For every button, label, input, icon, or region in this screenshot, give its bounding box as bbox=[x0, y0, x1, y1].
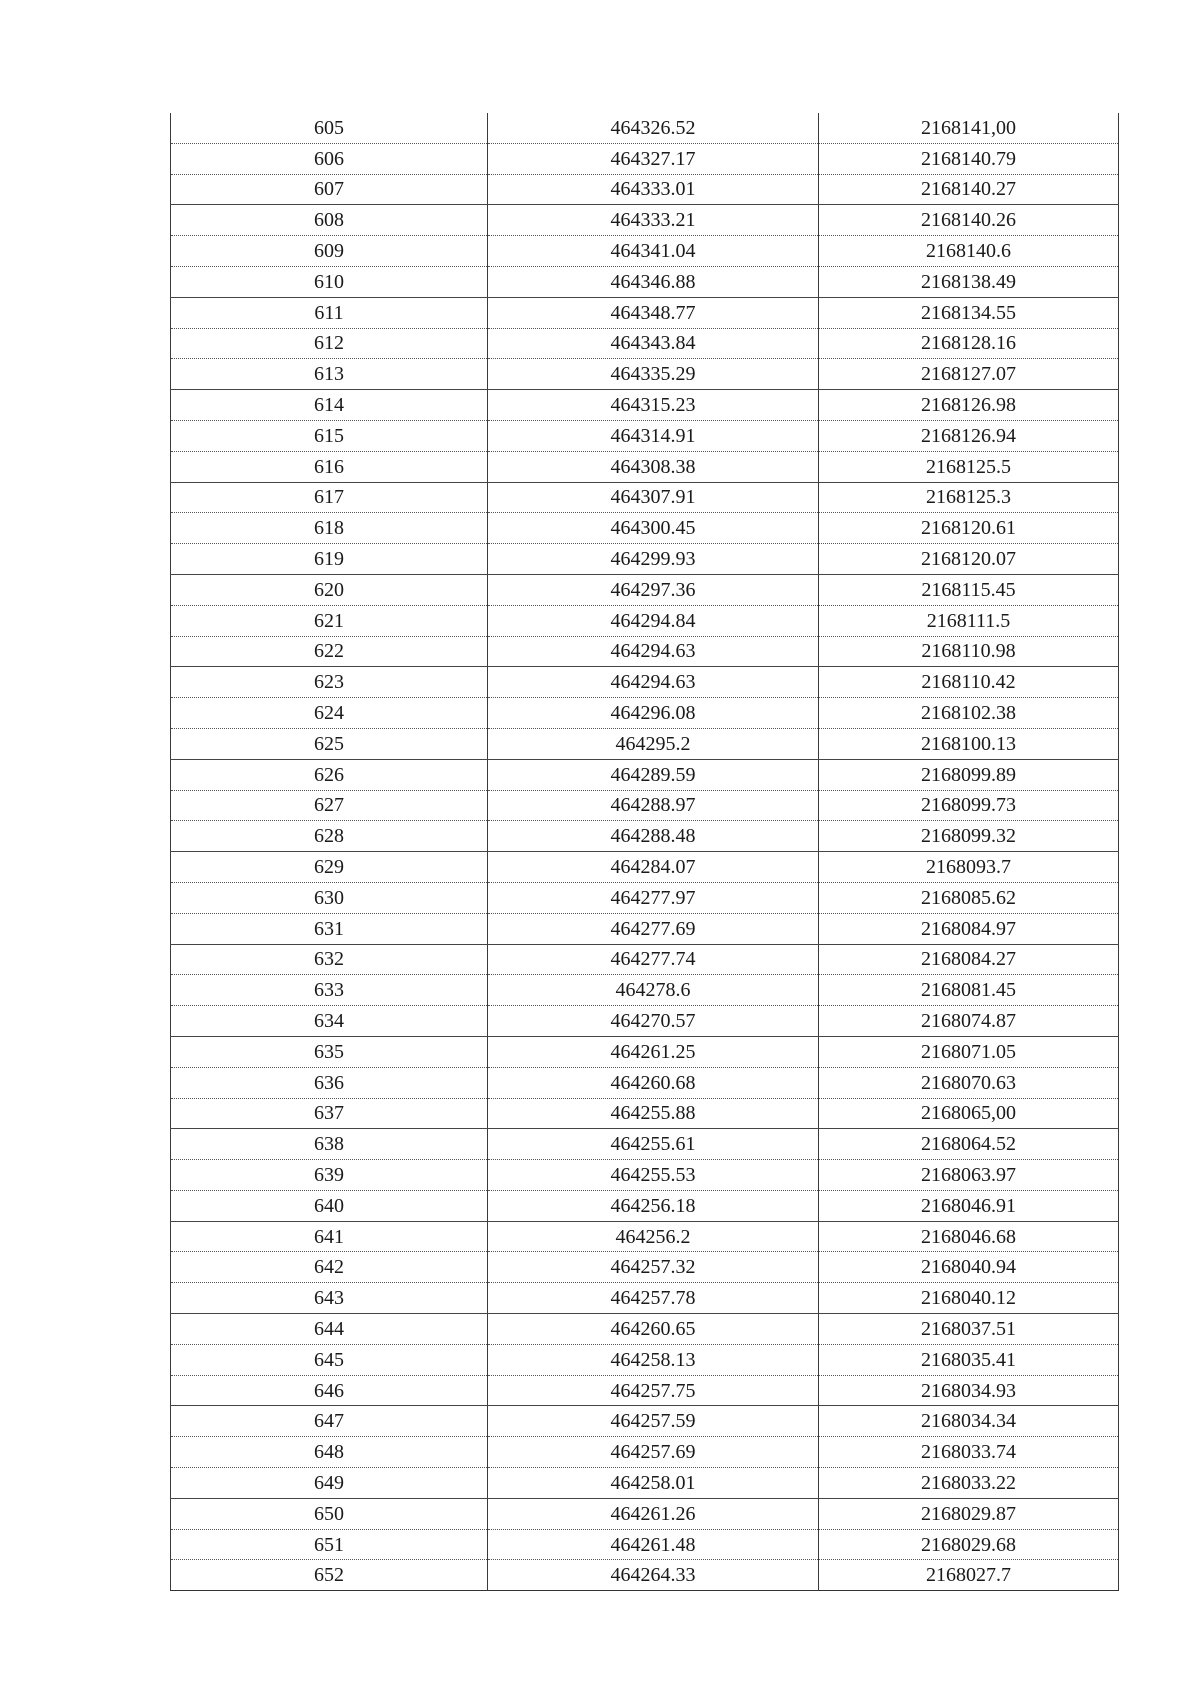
table-row bbox=[171, 1283, 1119, 1314]
y-coordinate-cell: 2168125.3 bbox=[819, 482, 1119, 513]
point-number-cell: 644 bbox=[171, 1314, 488, 1345]
table-row bbox=[171, 636, 1119, 667]
y-coordinate-cell: 2168084.27 bbox=[819, 944, 1119, 975]
point-number-cell: 629 bbox=[171, 852, 488, 883]
x-coordinate-cell: 464258.13 bbox=[488, 1344, 819, 1375]
y-coordinate-cell: 2168140.79 bbox=[819, 143, 1119, 174]
table-row bbox=[171, 821, 1119, 852]
x-coordinate-cell: 464327.17 bbox=[488, 143, 819, 174]
coordinates-table bbox=[170, 113, 1119, 1591]
point-number-cell: 635 bbox=[171, 1036, 488, 1067]
x-coordinate-cell: 464264.33 bbox=[488, 1560, 819, 1591]
y-coordinate-cell: 2168134.55 bbox=[819, 297, 1119, 328]
y-coordinate-cell: 2168033.22 bbox=[819, 1468, 1119, 1499]
table-row bbox=[171, 1252, 1119, 1283]
x-coordinate-cell: 464297.36 bbox=[488, 574, 819, 605]
y-coordinate-cell: 2168140.26 bbox=[819, 205, 1119, 236]
x-coordinate-cell: 464335.29 bbox=[488, 359, 819, 390]
table-row bbox=[171, 574, 1119, 605]
point-number-cell: 634 bbox=[171, 1006, 488, 1037]
x-coordinate-cell: 464315.23 bbox=[488, 390, 819, 421]
point-number-cell: 638 bbox=[171, 1129, 488, 1160]
table-row bbox=[171, 113, 1119, 143]
x-coordinate-cell: 464260.68 bbox=[488, 1067, 819, 1098]
x-coordinate-cell: 464261.48 bbox=[488, 1529, 819, 1560]
x-coordinate-cell: 464294.63 bbox=[488, 667, 819, 698]
point-number-cell: 646 bbox=[171, 1375, 488, 1406]
table-row bbox=[171, 882, 1119, 913]
point-number-cell: 639 bbox=[171, 1160, 488, 1191]
point-number-cell: 611 bbox=[171, 297, 488, 328]
table-row bbox=[171, 420, 1119, 451]
table-row bbox=[171, 1375, 1119, 1406]
point-number-cell: 649 bbox=[171, 1468, 488, 1499]
x-coordinate-cell: 464261.25 bbox=[488, 1036, 819, 1067]
table-row bbox=[171, 1560, 1119, 1591]
table-row bbox=[171, 297, 1119, 328]
y-coordinate-cell: 2168126.94 bbox=[819, 420, 1119, 451]
y-coordinate-cell: 2168064.52 bbox=[819, 1129, 1119, 1160]
x-coordinate-cell: 464256.2 bbox=[488, 1221, 819, 1252]
point-number-cell: 619 bbox=[171, 544, 488, 575]
table-row bbox=[171, 605, 1119, 636]
y-coordinate-cell: 2168102.38 bbox=[819, 698, 1119, 729]
x-coordinate-cell: 464289.59 bbox=[488, 759, 819, 790]
y-coordinate-cell: 2168063.97 bbox=[819, 1160, 1119, 1191]
y-coordinate-cell: 2168027.7 bbox=[819, 1560, 1119, 1591]
x-coordinate-cell: 464277.97 bbox=[488, 882, 819, 913]
y-coordinate-cell: 2168126.98 bbox=[819, 390, 1119, 421]
point-number-cell: 642 bbox=[171, 1252, 488, 1283]
y-coordinate-cell: 2168074.87 bbox=[819, 1006, 1119, 1037]
table-body bbox=[171, 113, 1119, 1591]
y-coordinate-cell: 2168099.89 bbox=[819, 759, 1119, 790]
table-row bbox=[171, 667, 1119, 698]
y-coordinate-cell: 2168084.97 bbox=[819, 913, 1119, 944]
table-row bbox=[171, 359, 1119, 390]
table-row bbox=[171, 790, 1119, 821]
point-number-cell: 625 bbox=[171, 728, 488, 759]
table-row bbox=[171, 544, 1119, 575]
table-row bbox=[171, 1344, 1119, 1375]
point-number-cell: 640 bbox=[171, 1190, 488, 1221]
point-number-cell: 605 bbox=[171, 113, 488, 143]
table-row bbox=[171, 1468, 1119, 1499]
table-row bbox=[171, 1160, 1119, 1191]
y-coordinate-cell: 2168120.61 bbox=[819, 513, 1119, 544]
x-coordinate-cell: 464299.93 bbox=[488, 544, 819, 575]
y-coordinate-cell: 2168029.87 bbox=[819, 1498, 1119, 1529]
x-coordinate-cell: 464348.77 bbox=[488, 297, 819, 328]
y-coordinate-cell: 2168099.73 bbox=[819, 790, 1119, 821]
table-row bbox=[171, 1314, 1119, 1345]
point-number-cell: 626 bbox=[171, 759, 488, 790]
table-row bbox=[171, 328, 1119, 359]
table-row bbox=[171, 759, 1119, 790]
y-coordinate-cell: 2168100.13 bbox=[819, 728, 1119, 759]
x-coordinate-cell: 464255.61 bbox=[488, 1129, 819, 1160]
y-coordinate-cell: 2168140.27 bbox=[819, 174, 1119, 205]
table-row bbox=[171, 913, 1119, 944]
point-number-cell: 617 bbox=[171, 482, 488, 513]
point-number-cell: 612 bbox=[171, 328, 488, 359]
point-number-cell: 652 bbox=[171, 1560, 488, 1591]
x-coordinate-cell: 464288.48 bbox=[488, 821, 819, 852]
x-coordinate-cell: 464314.91 bbox=[488, 420, 819, 451]
x-coordinate-cell: 464261.26 bbox=[488, 1498, 819, 1529]
x-coordinate-cell: 464278.6 bbox=[488, 975, 819, 1006]
point-number-cell: 650 bbox=[171, 1498, 488, 1529]
point-number-cell: 606 bbox=[171, 143, 488, 174]
x-coordinate-cell: 464257.69 bbox=[488, 1437, 819, 1468]
y-coordinate-cell: 2168040.94 bbox=[819, 1252, 1119, 1283]
y-coordinate-cell: 2168141,00 bbox=[819, 113, 1119, 143]
y-coordinate-cell: 2168085.62 bbox=[819, 882, 1119, 913]
x-coordinate-cell: 464277.74 bbox=[488, 944, 819, 975]
x-coordinate-cell: 464258.01 bbox=[488, 1468, 819, 1499]
y-coordinate-cell: 2168046.91 bbox=[819, 1190, 1119, 1221]
x-coordinate-cell: 464296.08 bbox=[488, 698, 819, 729]
point-number-cell: 632 bbox=[171, 944, 488, 975]
y-coordinate-cell: 2168081.45 bbox=[819, 975, 1119, 1006]
y-coordinate-cell: 2168120.07 bbox=[819, 544, 1119, 575]
x-coordinate-cell: 464256.18 bbox=[488, 1190, 819, 1221]
point-number-cell: 636 bbox=[171, 1067, 488, 1098]
table-row bbox=[171, 266, 1119, 297]
point-number-cell: 630 bbox=[171, 882, 488, 913]
x-coordinate-cell: 464333.21 bbox=[488, 205, 819, 236]
x-coordinate-cell: 464255.88 bbox=[488, 1098, 819, 1129]
table-row bbox=[171, 852, 1119, 883]
x-coordinate-cell: 464255.53 bbox=[488, 1160, 819, 1191]
y-coordinate-cell: 2168110.42 bbox=[819, 667, 1119, 698]
x-coordinate-cell: 464270.57 bbox=[488, 1006, 819, 1037]
x-coordinate-cell: 464277.69 bbox=[488, 913, 819, 944]
table-row bbox=[171, 390, 1119, 421]
point-number-cell: 643 bbox=[171, 1283, 488, 1314]
point-number-cell: 622 bbox=[171, 636, 488, 667]
point-number-cell: 607 bbox=[171, 174, 488, 205]
x-coordinate-cell: 464341.04 bbox=[488, 236, 819, 267]
table-row bbox=[171, 1129, 1119, 1160]
y-coordinate-cell: 2168046.68 bbox=[819, 1221, 1119, 1252]
y-coordinate-cell: 2168111.5 bbox=[819, 605, 1119, 636]
y-coordinate-cell: 2168140.6 bbox=[819, 236, 1119, 267]
table-row bbox=[171, 1006, 1119, 1037]
point-number-cell: 620 bbox=[171, 574, 488, 605]
y-coordinate-cell: 2168127.07 bbox=[819, 359, 1119, 390]
point-number-cell: 618 bbox=[171, 513, 488, 544]
x-coordinate-cell: 464257.75 bbox=[488, 1375, 819, 1406]
table-row bbox=[171, 482, 1119, 513]
point-number-cell: 608 bbox=[171, 205, 488, 236]
point-number-cell: 651 bbox=[171, 1529, 488, 1560]
point-number-cell: 637 bbox=[171, 1098, 488, 1129]
y-coordinate-cell: 2168070.63 bbox=[819, 1067, 1119, 1098]
table-row bbox=[171, 698, 1119, 729]
x-coordinate-cell: 464326.52 bbox=[488, 113, 819, 143]
x-coordinate-cell: 464288.97 bbox=[488, 790, 819, 821]
y-coordinate-cell: 2168099.32 bbox=[819, 821, 1119, 852]
point-number-cell: 610 bbox=[171, 266, 488, 297]
point-number-cell: 613 bbox=[171, 359, 488, 390]
y-coordinate-cell: 2168115.45 bbox=[819, 574, 1119, 605]
y-coordinate-cell: 2168034.93 bbox=[819, 1375, 1119, 1406]
table-row bbox=[171, 1098, 1119, 1129]
point-number-cell: 633 bbox=[171, 975, 488, 1006]
table-row bbox=[171, 174, 1119, 205]
table-row bbox=[171, 205, 1119, 236]
x-coordinate-cell: 464257.59 bbox=[488, 1406, 819, 1437]
point-number-cell: 614 bbox=[171, 390, 488, 421]
x-coordinate-cell: 464346.88 bbox=[488, 266, 819, 297]
y-coordinate-cell: 2168065,00 bbox=[819, 1098, 1119, 1129]
x-coordinate-cell: 464257.32 bbox=[488, 1252, 819, 1283]
table-row bbox=[171, 513, 1119, 544]
x-coordinate-cell: 464343.84 bbox=[488, 328, 819, 359]
point-number-cell: 616 bbox=[171, 451, 488, 482]
table-row bbox=[171, 1529, 1119, 1560]
y-coordinate-cell: 2168037.51 bbox=[819, 1314, 1119, 1345]
table-row bbox=[171, 1406, 1119, 1437]
point-number-cell: 623 bbox=[171, 667, 488, 698]
table-row bbox=[171, 1221, 1119, 1252]
table-row bbox=[171, 1036, 1119, 1067]
table-row bbox=[171, 1067, 1119, 1098]
point-number-cell: 624 bbox=[171, 698, 488, 729]
table-row bbox=[171, 1498, 1119, 1529]
x-coordinate-cell: 464284.07 bbox=[488, 852, 819, 883]
point-number-cell: 647 bbox=[171, 1406, 488, 1437]
y-coordinate-cell: 2168029.68 bbox=[819, 1529, 1119, 1560]
x-coordinate-cell: 464295.2 bbox=[488, 728, 819, 759]
x-coordinate-cell: 464260.65 bbox=[488, 1314, 819, 1345]
y-coordinate-cell: 2168034.34 bbox=[819, 1406, 1119, 1437]
y-coordinate-cell: 2168071.05 bbox=[819, 1036, 1119, 1067]
table-row bbox=[171, 451, 1119, 482]
y-coordinate-cell: 2168093.7 bbox=[819, 852, 1119, 883]
y-coordinate-cell: 2168035.41 bbox=[819, 1344, 1119, 1375]
x-coordinate-cell: 464333.01 bbox=[488, 174, 819, 205]
point-number-cell: 631 bbox=[171, 913, 488, 944]
table-row bbox=[171, 236, 1119, 267]
point-number-cell: 648 bbox=[171, 1437, 488, 1468]
x-coordinate-cell: 464294.63 bbox=[488, 636, 819, 667]
x-coordinate-cell: 464307.91 bbox=[488, 482, 819, 513]
y-coordinate-cell: 2168138.49 bbox=[819, 266, 1119, 297]
table-row bbox=[171, 143, 1119, 174]
x-coordinate-cell: 464257.78 bbox=[488, 1283, 819, 1314]
table-row bbox=[171, 975, 1119, 1006]
x-coordinate-cell: 464294.84 bbox=[488, 605, 819, 636]
x-coordinate-cell: 464300.45 bbox=[488, 513, 819, 544]
table-row bbox=[171, 1437, 1119, 1468]
point-number-cell: 615 bbox=[171, 420, 488, 451]
point-number-cell: 627 bbox=[171, 790, 488, 821]
y-coordinate-cell: 2168125.5 bbox=[819, 451, 1119, 482]
x-coordinate-cell: 464308.38 bbox=[488, 451, 819, 482]
point-number-cell: 641 bbox=[171, 1221, 488, 1252]
point-number-cell: 609 bbox=[171, 236, 488, 267]
point-number-cell: 628 bbox=[171, 821, 488, 852]
y-coordinate-cell: 2168128.16 bbox=[819, 328, 1119, 359]
y-coordinate-cell: 2168033.74 bbox=[819, 1437, 1119, 1468]
table-row bbox=[171, 728, 1119, 759]
y-coordinate-cell: 2168110.98 bbox=[819, 636, 1119, 667]
table-row bbox=[171, 1190, 1119, 1221]
point-number-cell: 645 bbox=[171, 1344, 488, 1375]
table-row bbox=[171, 944, 1119, 975]
y-coordinate-cell: 2168040.12 bbox=[819, 1283, 1119, 1314]
point-number-cell: 621 bbox=[171, 605, 488, 636]
